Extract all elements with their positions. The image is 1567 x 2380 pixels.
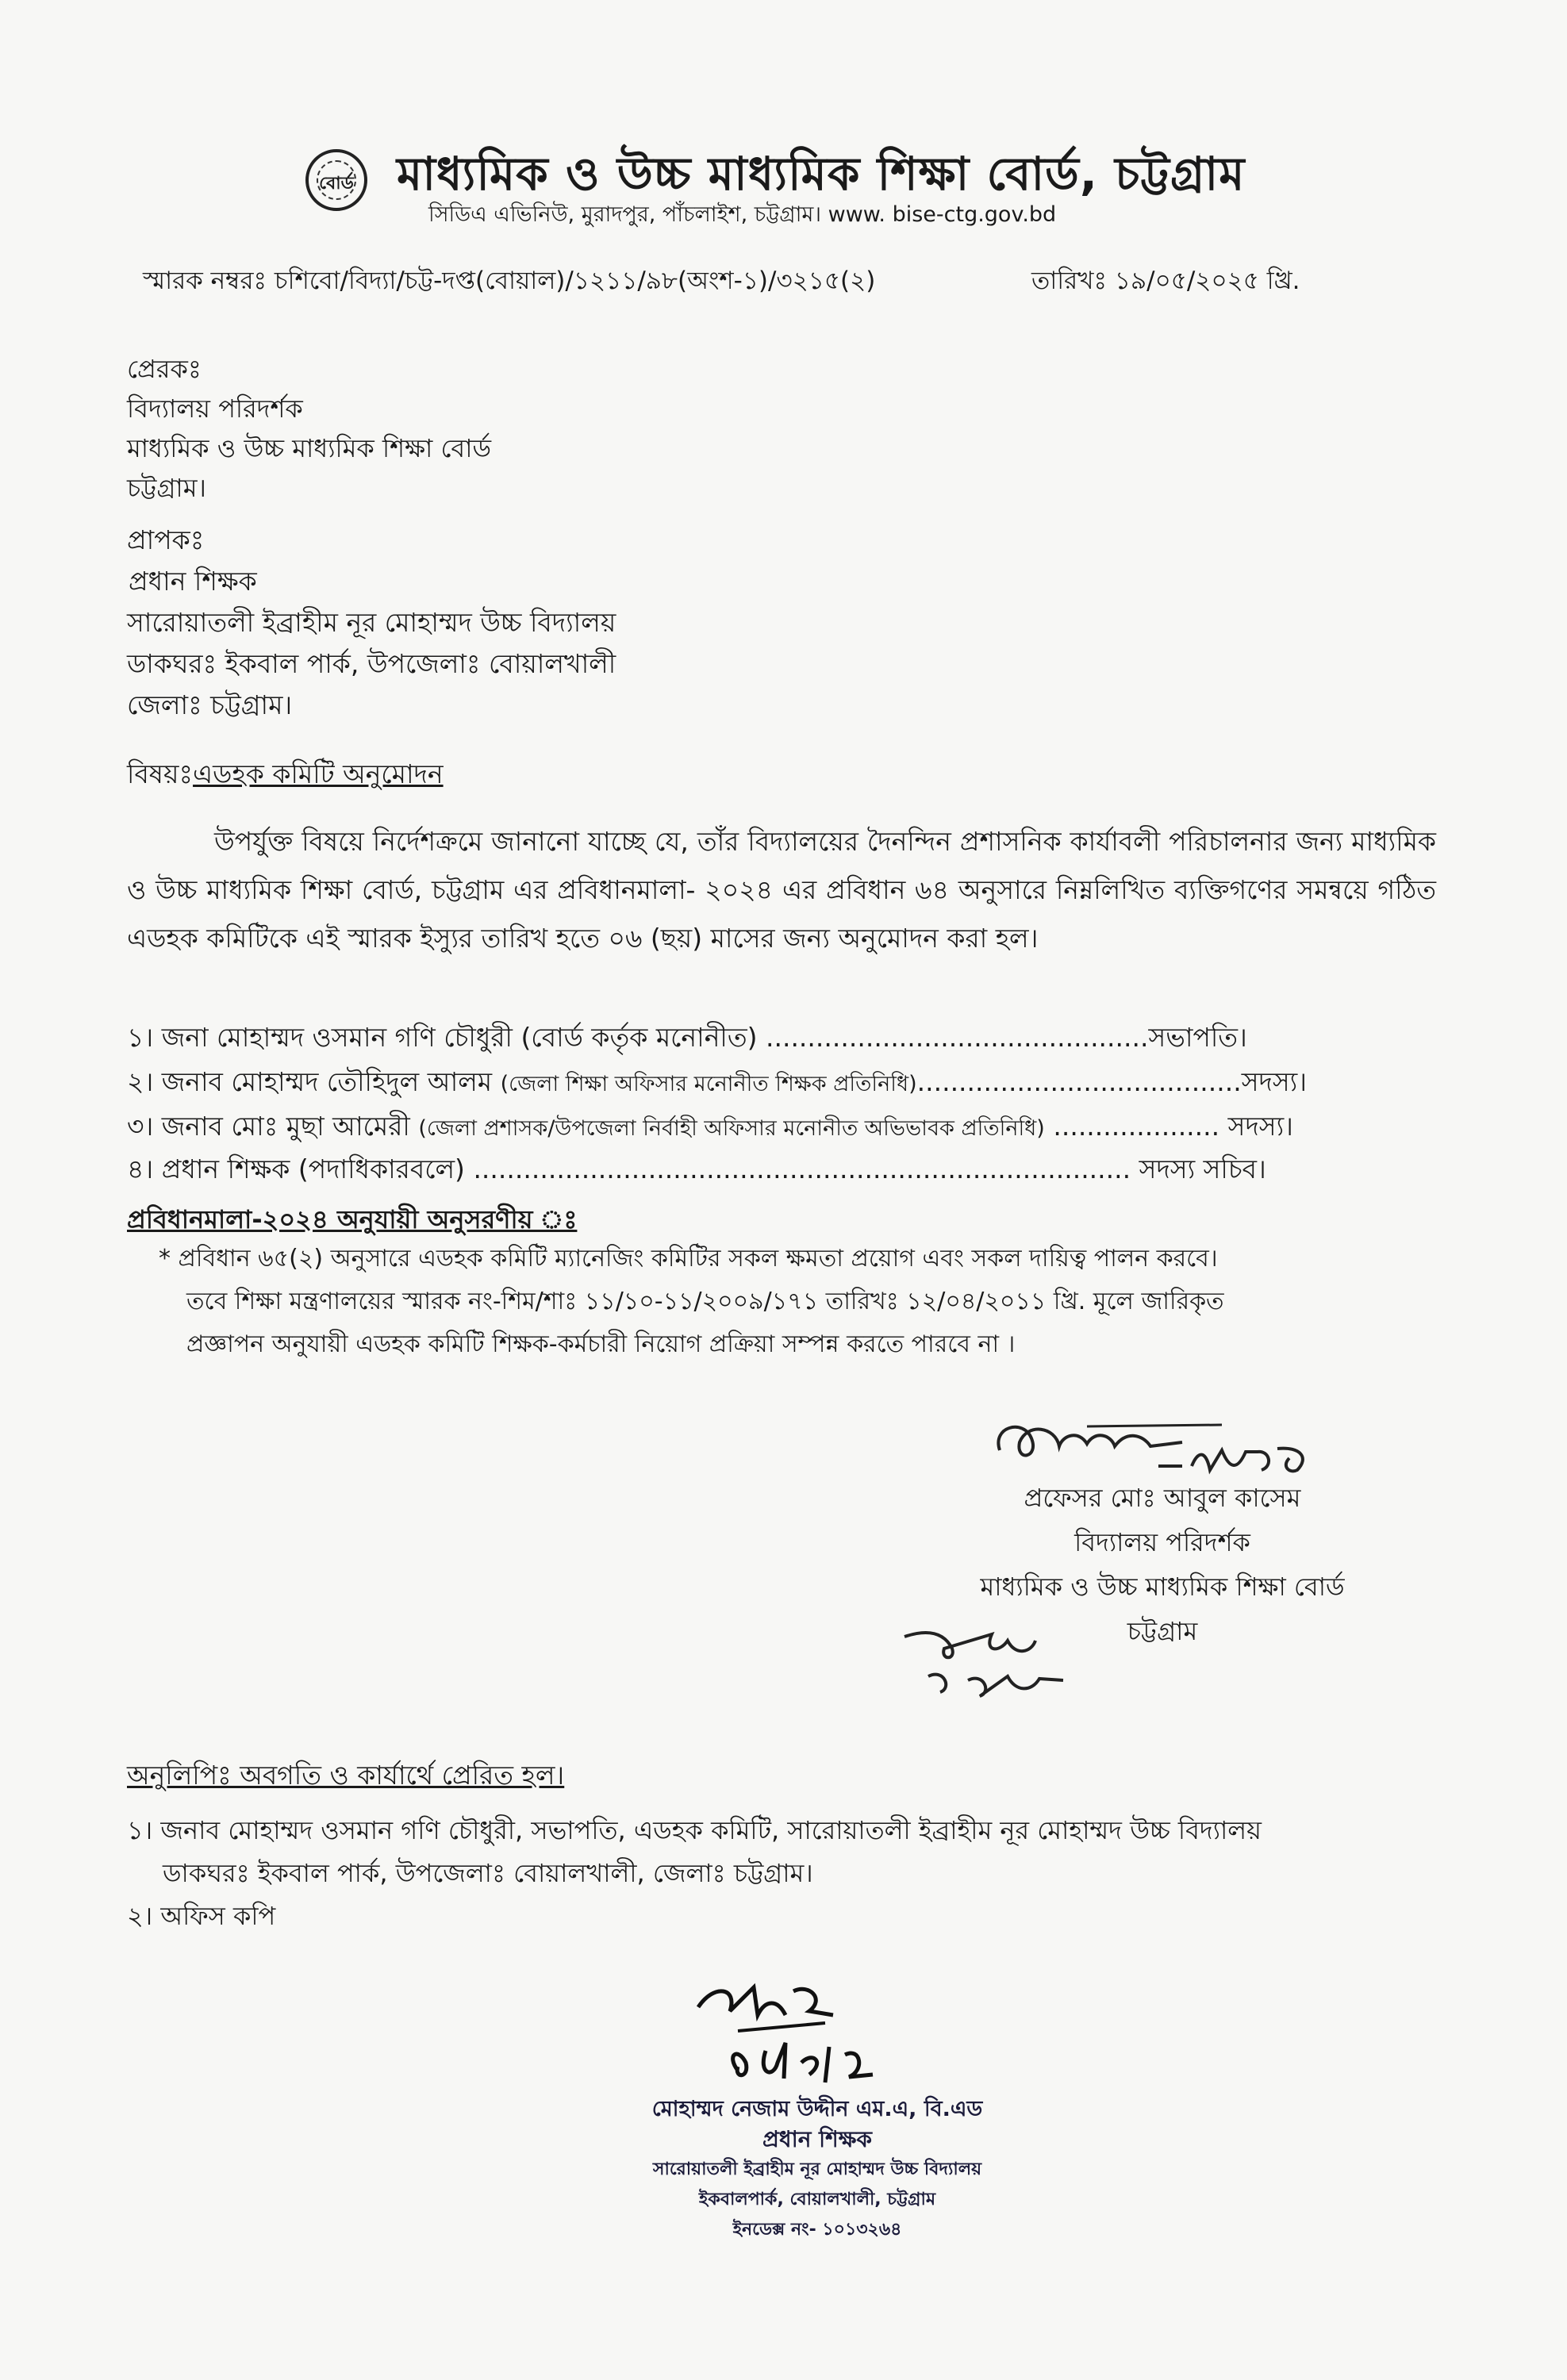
member-note: (জেলা প্রশাসক/উপজেলা নির্বাহী অফিসার মনোনীত অভিভাবক প্রতিনিধি) xyxy=(418,1116,1045,1141)
headmaster-stamp xyxy=(611,2094,1024,2245)
rules-line: তবে শিক্ষা মন্ত্রণালয়ের স্মারক নং-শিম/শাঃ ১১/১০-১১/২০০৯/১৭১ তারিখঃ ১২/০৪/২০১১ খ্রি. মূলে জারিকৃত xyxy=(186,1288,1224,1315)
memo-number: স্মারক নম্বরঃ চশিবো/বিদ্যা/চট্ট-দপ্ত(বোয়াল)/১২১১/৯৮(অংশ-১)/৩২১৫(২) xyxy=(143,267,876,295)
subject-text: এডহক কমিটি অনুমোদন xyxy=(193,758,444,789)
member-note: (পদাধিকারবলে) xyxy=(298,1154,465,1184)
memo-date: তারিখঃ ১৯/০৫/২০২৫ খ্রি. xyxy=(1031,267,1300,295)
subject-line xyxy=(127,754,444,798)
member-role: সদস্য সচিব। xyxy=(1139,1154,1266,1184)
copy-list xyxy=(127,1809,1476,1937)
signatory-line: প্রফেসর মোঃ আবুল কাসেম xyxy=(1024,1483,1301,1513)
recipient-line: প্রধান শিক্ষক xyxy=(129,566,257,597)
signatory-line: চট্টগ্রাম xyxy=(1127,1616,1198,1646)
copy-item-continued: ডাকঘরঃ ইকবাল পার্ক, উপজেলাঃ বোয়ালখালী, জেলাঃ চট্টগ্রাম। xyxy=(163,1858,813,1888)
member-number: ১। xyxy=(127,1022,154,1053)
recipient-line: সারোয়াতলী ইব্রাহীম নূর মোহাম্মদ উচ্চ বিদ্যালয় xyxy=(127,607,616,638)
stamp-place: ইকবালপার্ক, বোয়ালখালী, চট্টগ্রাম xyxy=(698,2190,936,2209)
member-row xyxy=(127,1106,1293,1150)
sender-line: চট্টগ্রাম। xyxy=(127,473,206,503)
recipient-label: প্রাপকঃ xyxy=(127,524,205,555)
copy-heading xyxy=(127,1755,564,1799)
member-role: সভাপতি। xyxy=(1148,1022,1247,1053)
member-leader-dots: .............................................. xyxy=(765,1022,1149,1053)
copy-item: ২। অফিস কপি xyxy=(127,1901,276,1931)
sender-line: বিদ্যালয় পরিদর্শক xyxy=(127,393,303,424)
signatory-line: মাধ্যমিক ও উচ্চ মাধ্যমিক শিক্ষা বোর্ড xyxy=(980,1572,1345,1602)
member-note: (বোর্ড কর্তৃক মনোনীত) xyxy=(520,1022,758,1053)
member-leader-dots: ....................................... xyxy=(916,1066,1242,1097)
rules-line: * প্রবিধান ৬৫(২) অনুসারে এডহক কমিটি ম্যানেজিং কমিটির সকল ক্ষমতা প্রয়োগ এবং সকল দায়িত্ব পালন করবে। xyxy=(159,1245,1218,1273)
member-role: সদস্য। xyxy=(1227,1111,1293,1142)
stamp-school: সারোয়াতলী ইব্রাহীম নূর মোহাম্মদ উচ্চ বিদ্যালয় xyxy=(652,2159,982,2179)
recipient-line: জেলাঃ চট্টগ্রাম। xyxy=(127,689,293,720)
recipient-block xyxy=(127,520,616,726)
member-row xyxy=(127,1149,1266,1193)
initial-signature-icon xyxy=(897,1617,1103,1704)
body-paragraph: উপর্যুক্ত বিষয়ে নির্দেশক্রমে জানানো যাচ্ছে যে, তাঁর বিদ্যালয়ের দৈনন্দিন প্রশাসনিক কার্যাবলী পরিচালনার জন্য মাধ্যমিক ও উচ্চ মাধ্যমিক শিক্ষা বোর্ড, চট্টগ্রাম এর প্রবিধানমালা- ২০২৪ এর প্রবিধান ৬৪ অনুসারে নিম্নলিখিত ব্যক্তিগণের সমন্বয়ে গঠিত এডহক কমিটিকে এই স্মারক ইস্যুর তারিখ হতে ০৬ (ছয়) মাসের জন্য অনুমোদন করা হল। xyxy=(127,826,1436,954)
copy-heading-text: অনুলিপিঃ অবগতি ও কার্যার্থে প্রেরিত হল। xyxy=(127,1760,565,1791)
headmaster-signature-icon xyxy=(690,1975,952,2102)
sender-label: প্রেরকঃ xyxy=(127,354,202,384)
member-note: (জেলা শিক্ষা অফিসার মনোনীত শিক্ষক প্রতিনিধি) xyxy=(500,1072,917,1096)
member-role: সদস্য। xyxy=(1241,1066,1308,1097)
rules-heading: প্রবিধানমালা-২০২৪ অনুযায়ী অনুসরণীয় ঃ xyxy=(127,1204,578,1234)
member-row xyxy=(127,1061,1307,1106)
member-leader-dots: ............................................................................... xyxy=(473,1154,1131,1184)
organization-address: সিডিএ এভিনিউ, মুরাদপুর, পাঁচলাইশ, চট্টগ্রাম। www. bise-ctg.gov.bd xyxy=(428,202,1057,227)
member-name: জনা মোহাম্মদ ওসমান গণি চৌধুরী xyxy=(161,1022,513,1053)
member-name: জনাব মোহাম্মদ তৌহিদুল আলম xyxy=(161,1066,493,1097)
member-leader-dots: .................... xyxy=(1053,1111,1220,1142)
member-number: ৪। xyxy=(127,1154,154,1184)
stamp-title: প্রধান শিক্ষক xyxy=(762,2126,873,2152)
member-name: প্রধান শিক্ষক xyxy=(161,1154,290,1184)
board-logo-icon xyxy=(305,149,367,211)
subject-label: বিষয়ঃ xyxy=(127,758,194,789)
rules-text xyxy=(159,1238,1428,1366)
member-row xyxy=(127,1017,1247,1061)
signatory-line: বিদ্যালয় পরিদর্শক xyxy=(1074,1527,1250,1557)
sender-block xyxy=(127,349,491,508)
member-name: জনাব মোঃ মুছা আমেরী xyxy=(161,1111,410,1142)
recipient-line: ডাকঘরঃ ইকবাল পার্ক, উপজেলাঃ বোয়ালখালী xyxy=(127,648,616,679)
logo-text: বোর্ড xyxy=(319,174,354,194)
copy-item: ১। জনাব মোহাম্মদ ওসমান গণি চৌধুরী, সভাপতি, এডহক কমিটি, সারোয়াতলী ইব্রাহীম নূর মোহাম্মদ উচ্চ বিদ্যালয় xyxy=(127,1815,1262,1845)
rules-line: প্রজ্ঞাপন অনুযায়ী এডহক কমিটি শিক্ষক-কর্মচারী নিয়োগ প্রক্রিয়া সম্পন্ন করতে পারবে না । xyxy=(186,1330,1016,1358)
stamp-name: মোহাম্মদ নেজাম উদ্দীন এম.এ, বি.এড xyxy=(651,2097,983,2121)
member-number: ৩। xyxy=(127,1111,154,1142)
organization-name: মাধ্যমিক ও উচ্চ মাধ্যমিক শিক্ষা বোর্ড, চট্টগ্রাম xyxy=(397,147,1246,201)
member-number: ২। xyxy=(127,1066,154,1097)
sender-line: মাধ্যমিক ও উচ্চ মাধ্যমিক শিক্ষা বোর্ড xyxy=(127,433,492,463)
stamp-index: ইনডেক্স নং- ১০১৩২৬৪ xyxy=(732,2220,902,2240)
